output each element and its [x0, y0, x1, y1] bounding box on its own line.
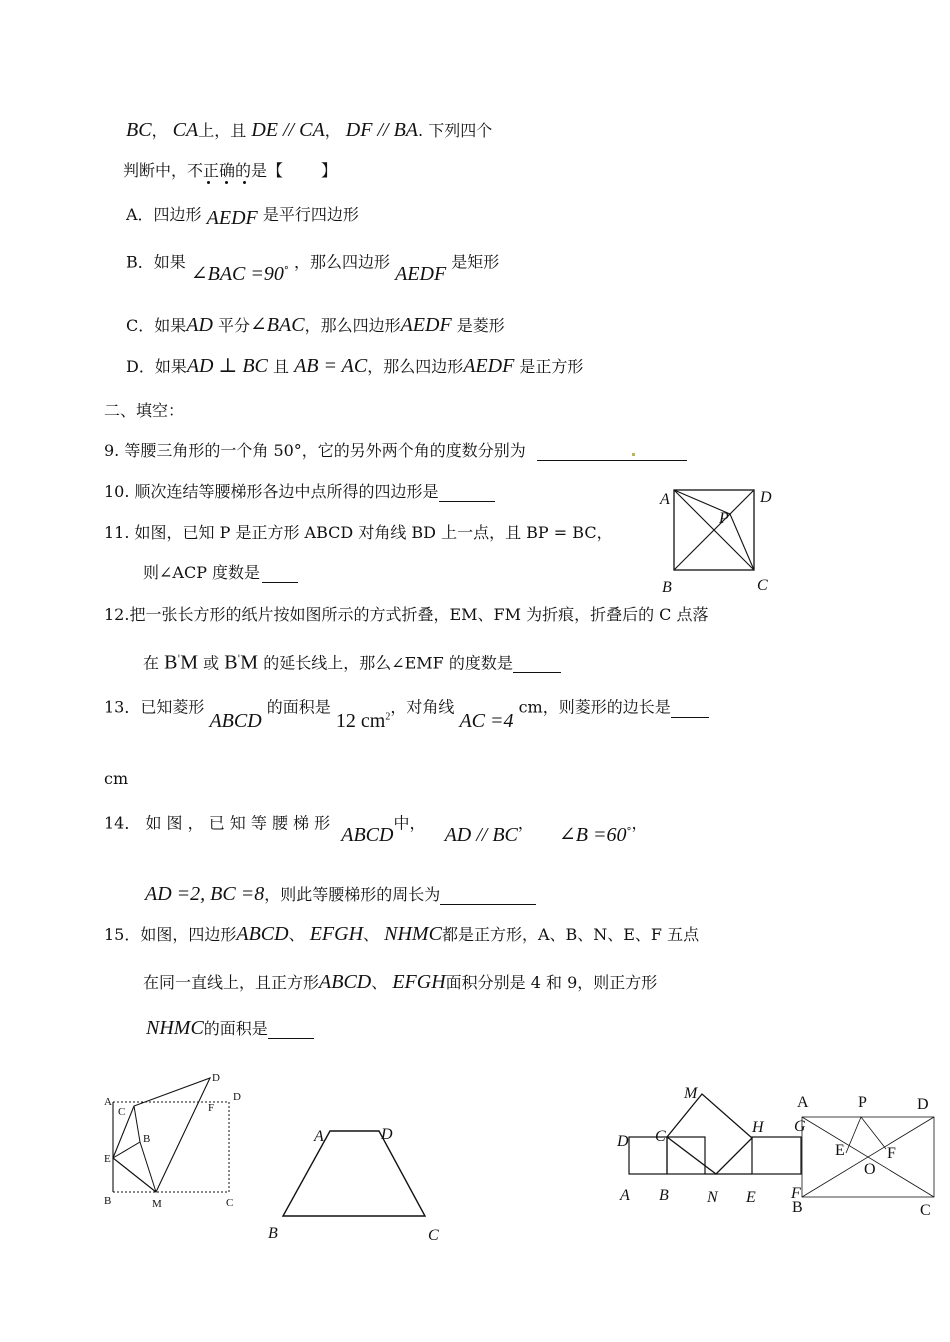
figure-folded-paper [104, 1072, 244, 1202]
fig12-label-e: E [104, 1153, 111, 1165]
q8-option-d: D．如果AD ⊥ BC 且 AB = AC，那么四边形AEDF 是正方形 [126, 355, 584, 377]
question-13-unit: cm [104, 769, 129, 788]
fig16-label-b: B [792, 1199, 803, 1216]
fig15-label-d: D [617, 1133, 629, 1150]
question-15-line2: 在同一直线上，且正方形ABCD、 EFGH面积分别是 4 和 9，则正方形 [143, 971, 658, 993]
question-12-line1: 12.把一张长方形的纸片按如图所示的方式折叠，EM、FM 为折痕，折叠后的 C 点落 [104, 605, 709, 624]
answer-blank [671, 702, 709, 718]
fig16-label-o: O [864, 1161, 876, 1178]
fig11-label-c: C [757, 577, 768, 594]
emphasis-dot [225, 181, 228, 184]
fig15-label-f: F [791, 1185, 801, 1202]
fig11-label-b: B [662, 579, 672, 596]
q8-option-c: C．如果AD 平分∠BAC，那么四边形AEDF 是菱形 [126, 314, 505, 336]
fig12-label-d2: D [233, 1091, 241, 1103]
fig12-label-b-prime: B [143, 1133, 151, 1145]
figure-three-squares [622, 1082, 812, 1182]
fig12-label-d1: D [212, 1072, 220, 1084]
fig15-label-a: A [620, 1187, 630, 1204]
figure-rectangle-apd [798, 1113, 938, 1203]
fig15-label-h: H [752, 1119, 764, 1136]
question-9: 9. 等腰三角形的一个角 50°，它的另外两个角的度数分别为 [104, 441, 687, 461]
question-14-line2: AD =2, BC =8，则此等腰梯形的周长为 [145, 884, 536, 905]
emphasis-not-correct: 不正确 [187, 161, 236, 180]
fig12-label-c2: C [226, 1197, 234, 1209]
q8-option-b: B．如果 ∠BAC =90° ，那么四边形 AEDF 是矩形 [126, 252, 500, 286]
fig11-label-d: D [760, 489, 772, 506]
question-13: 13．已知菱形 ABCD 的面积是 12 $cm^2$，对角线 AC =4 cm，则菱形的边长是 [104, 693, 709, 718]
answer-blank [268, 1023, 314, 1039]
fig14-label-b: B [268, 1225, 278, 1242]
question-11-line2: 则∠ACP 度数是 [143, 563, 298, 583]
fig12-label-f: F [208, 1102, 215, 1114]
answer-blank [537, 445, 687, 461]
fig15-label-m: M [684, 1085, 698, 1102]
fig14-label-d: D [381, 1126, 393, 1143]
figure-trapezoid [275, 1122, 435, 1222]
question-12-line2: 在 B'M 或 B'M 的延长线上，那么∠EMF 的度数是 [143, 650, 561, 673]
fig15-label-n: N [707, 1189, 718, 1206]
answer-blank [513, 657, 561, 673]
fig15-label-g: G [794, 1118, 806, 1135]
fig16-label-e: E [835, 1142, 845, 1159]
mark-dot [632, 453, 635, 456]
fig16-label-a: A [797, 1094, 809, 1111]
fig11-label-p: P [719, 510, 729, 527]
fig15-label-c: C [655, 1128, 666, 1145]
question-11-line1: 11. 如图，已知 P 是正方形 ABCD 对角线 BD 上一点，且 BP = BC， [104, 523, 613, 542]
emphasis-dot [243, 181, 246, 184]
fig12-label-m: M [152, 1198, 162, 1210]
answer-blank [440, 889, 536, 905]
q8-line1: BC， CA上，且 DE // CA， DF // BA. 下列四个 [126, 119, 493, 141]
fig11-label-a: A [660, 491, 670, 508]
question-15-line1: 15．如图，四边形ABCD、 EFGH、 NHMC都是正方形，A、B、N、E、F 五点 [104, 923, 700, 945]
emphasis-dot [207, 181, 210, 184]
question-14-line1: 14． 如 图 ， 已 知 等 腰 梯 形 ABCD中， AD // BC， ∠B =60°， [104, 813, 648, 847]
question-10: 10. 顺次连结等腰梯形各边中点所得的四边形是 [104, 482, 495, 502]
question-15-line3: NHMC的面积是 [146, 1018, 314, 1039]
fig15-label-b: B [659, 1187, 669, 1204]
fig12-label-a: A [104, 1096, 112, 1108]
fig14-label-c: C [428, 1227, 439, 1244]
q8-line2: 判断中，不正确的是【 】 [123, 161, 338, 180]
answer-blank [262, 567, 298, 583]
fig16-label-f: F [887, 1145, 896, 1162]
fig14-label-a: A [314, 1128, 324, 1145]
fig12-label-c: C [118, 1106, 126, 1118]
fig16-label-p: P [858, 1094, 867, 1111]
fig16-label-c: C [920, 1202, 931, 1219]
answer-blank [439, 486, 495, 502]
section-heading: 二、填空： [104, 401, 185, 420]
fig12-label-b: B [104, 1195, 112, 1207]
fig16-label-d: D [917, 1096, 929, 1113]
q8-option-a: A．四边形 AEDF 是平行四边形 [126, 205, 359, 229]
fig15-label-e: E [746, 1189, 756, 1206]
